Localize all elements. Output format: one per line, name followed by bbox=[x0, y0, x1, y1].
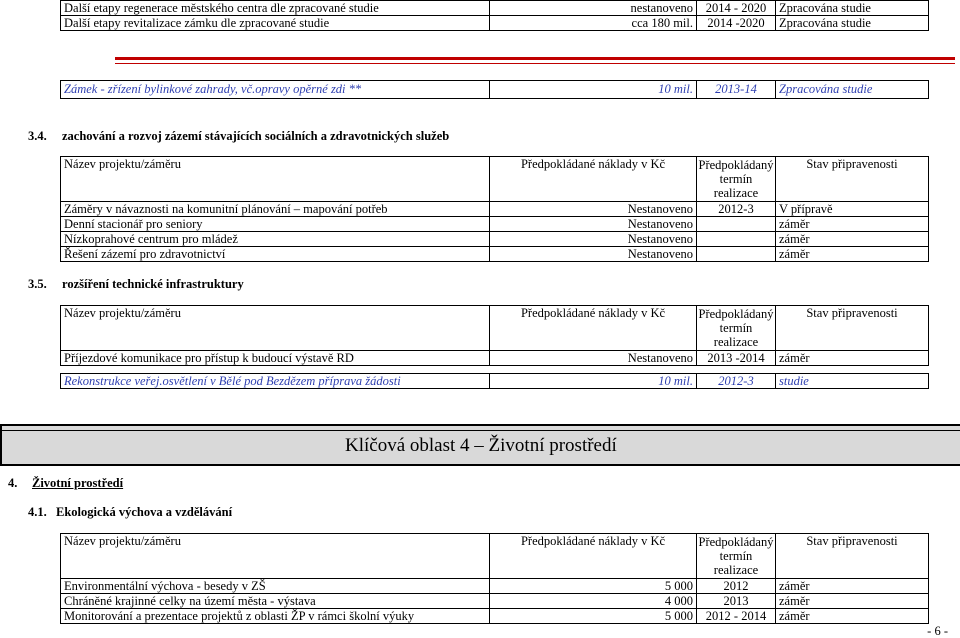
project-cost: Nestanoveno bbox=[490, 351, 697, 366]
top-table bbox=[60, 0, 929, 31]
project-cost: Nestanoveno bbox=[490, 217, 697, 232]
table-row bbox=[61, 81, 929, 99]
red-double-rule-thin bbox=[115, 63, 955, 64]
header-cost: Předpokládané náklady v Kč bbox=[490, 157, 697, 202]
project-term: 2012 bbox=[697, 579, 776, 594]
header-term: Předpokládaný termín realizace bbox=[697, 534, 776, 579]
table-row bbox=[61, 579, 929, 594]
project-term: 2012-3 bbox=[697, 374, 776, 389]
section-number: 3.5. bbox=[28, 277, 47, 291]
projects-table-3-5 bbox=[60, 305, 929, 366]
project-cost: 4 000 bbox=[490, 594, 697, 609]
project-name: Chráněné krajinné celky na území města - výstava bbox=[61, 594, 490, 609]
project-name: Denní stacionář pro seniory bbox=[61, 217, 490, 232]
header-term: Předpokládaný termín realizace bbox=[697, 306, 776, 351]
header-name: Název projektu/záměru bbox=[61, 534, 490, 579]
project-state: záměr bbox=[776, 594, 929, 609]
project-term bbox=[697, 247, 776, 262]
table-row bbox=[61, 374, 929, 389]
section-title: rozšíření technické infrastruktury bbox=[62, 277, 244, 291]
project-cost: Nestanoveno bbox=[490, 232, 697, 247]
project-cost: 10 mil. bbox=[490, 374, 697, 389]
project-state: Zpracována studie bbox=[776, 1, 929, 16]
section-number: 3.4. bbox=[28, 129, 47, 143]
header-name: Název projektu/záměru bbox=[61, 306, 490, 351]
table-row bbox=[61, 351, 929, 366]
table-row bbox=[61, 594, 929, 609]
project-state: V přípravě bbox=[776, 202, 929, 217]
project-state: záměr bbox=[776, 609, 929, 624]
project-cost: 5 000 bbox=[490, 609, 697, 624]
projects-table-3-4 bbox=[60, 156, 929, 262]
project-state: záměr bbox=[776, 579, 929, 594]
header-state: Stav připravenosti bbox=[776, 534, 929, 579]
section-title: Ekologická výchova a vzdělávání bbox=[56, 505, 233, 519]
section-heading-3-5 bbox=[28, 277, 244, 291]
header-term: Předpokládaný termín realizace bbox=[697, 157, 776, 202]
project-name: Řešení zázemí pro zdravotnictví bbox=[61, 247, 490, 262]
project-cost: Nestanoveno bbox=[490, 247, 697, 262]
project-term: 2014 - 2020 bbox=[697, 1, 776, 16]
table-header-row bbox=[61, 534, 929, 579]
project-state: záměr bbox=[776, 217, 929, 232]
project-name: Záměry v návaznosti na komunitní plánování – mapování potřeb bbox=[61, 202, 490, 217]
project-name: Nízkoprahové centrum pro mládež bbox=[61, 232, 490, 247]
section-title: Životní prostředí bbox=[32, 476, 124, 490]
header-cost: Předpokládané náklady v Kč bbox=[490, 306, 697, 351]
project-cost: 5 000 bbox=[490, 579, 697, 594]
project-cost: nestanoveno bbox=[490, 1, 697, 16]
project-term bbox=[697, 217, 776, 232]
table-row bbox=[61, 16, 929, 31]
section-number: 4. bbox=[8, 476, 18, 490]
project-term: 2012 - 2014 bbox=[697, 609, 776, 624]
table-row bbox=[61, 232, 929, 247]
project-name: Příjezdové komunikace pro přístup k budoucí výstavě RD bbox=[61, 351, 490, 366]
project-term: 2014 -2020 bbox=[697, 16, 776, 31]
project-term: 2013 bbox=[697, 594, 776, 609]
project-term: 2013-14 bbox=[697, 81, 776, 99]
amended-table-2 bbox=[60, 373, 929, 389]
project-cost: cca 180 mil. bbox=[490, 16, 697, 31]
project-name: Další etapy regenerace městského centra dle zpracované studie bbox=[61, 1, 490, 16]
header-state: Stav připravenosti bbox=[776, 306, 929, 351]
header-name: Název projektu/záměru bbox=[61, 157, 490, 202]
project-state: Zpracována studie bbox=[776, 81, 929, 99]
project-term: 2012-3 bbox=[697, 202, 776, 217]
section-title: zachování a rozvoj zázemí stávajících sociálních a zdravotnických služeb bbox=[62, 129, 450, 143]
project-name: Monitorování a prezentace projektů z oblasti ŽP v rámci školní výuky bbox=[61, 609, 490, 624]
project-name: Rekonstrukce veřej.osvětlení v Bělé pod Bezdězem příprava žádosti bbox=[61, 374, 490, 389]
section-heading-4-1 bbox=[28, 505, 232, 519]
project-name: Environmentální výchova - besedy v ZŠ bbox=[61, 579, 490, 594]
section-heading-4 bbox=[8, 476, 123, 490]
header-state: Stav připravenosti bbox=[776, 157, 929, 202]
project-state: studie bbox=[776, 374, 929, 389]
table-row bbox=[61, 1, 929, 16]
projects-table-4-1 bbox=[60, 533, 929, 624]
header-cost: Předpokládané náklady v Kč bbox=[490, 534, 697, 579]
project-name: Další etapy revitalizace zámku dle zpracované studie bbox=[61, 16, 490, 31]
table-row bbox=[61, 609, 929, 624]
amended-table-1 bbox=[60, 80, 929, 99]
table-row bbox=[61, 247, 929, 262]
table-row bbox=[61, 217, 929, 232]
section-heading-3-4 bbox=[28, 129, 449, 143]
red-double-rule bbox=[115, 57, 955, 60]
project-term: 2013 -2014 bbox=[697, 351, 776, 366]
table-header-row bbox=[61, 306, 929, 351]
page-number: - 6 - bbox=[927, 624, 948, 638]
table-row bbox=[61, 202, 929, 217]
banner-rule bbox=[0, 430, 960, 431]
project-state: Zpracována studie bbox=[776, 16, 929, 31]
section-number: 4.1. bbox=[28, 505, 47, 519]
project-state: záměr bbox=[776, 232, 929, 247]
project-name: Zámek - zřízení bylinkové zahrady, vč.opravy opěrné zdi ** bbox=[61, 81, 490, 99]
project-state: záměr bbox=[776, 351, 929, 366]
table-header-row bbox=[61, 157, 929, 202]
project-state: záměr bbox=[776, 247, 929, 262]
project-term bbox=[697, 232, 776, 247]
project-cost: 10 mil. bbox=[490, 81, 697, 99]
key-area-title: Klíčová oblast 4 – Životní prostředí bbox=[345, 435, 617, 456]
project-cost: Nestanoveno bbox=[490, 202, 697, 217]
